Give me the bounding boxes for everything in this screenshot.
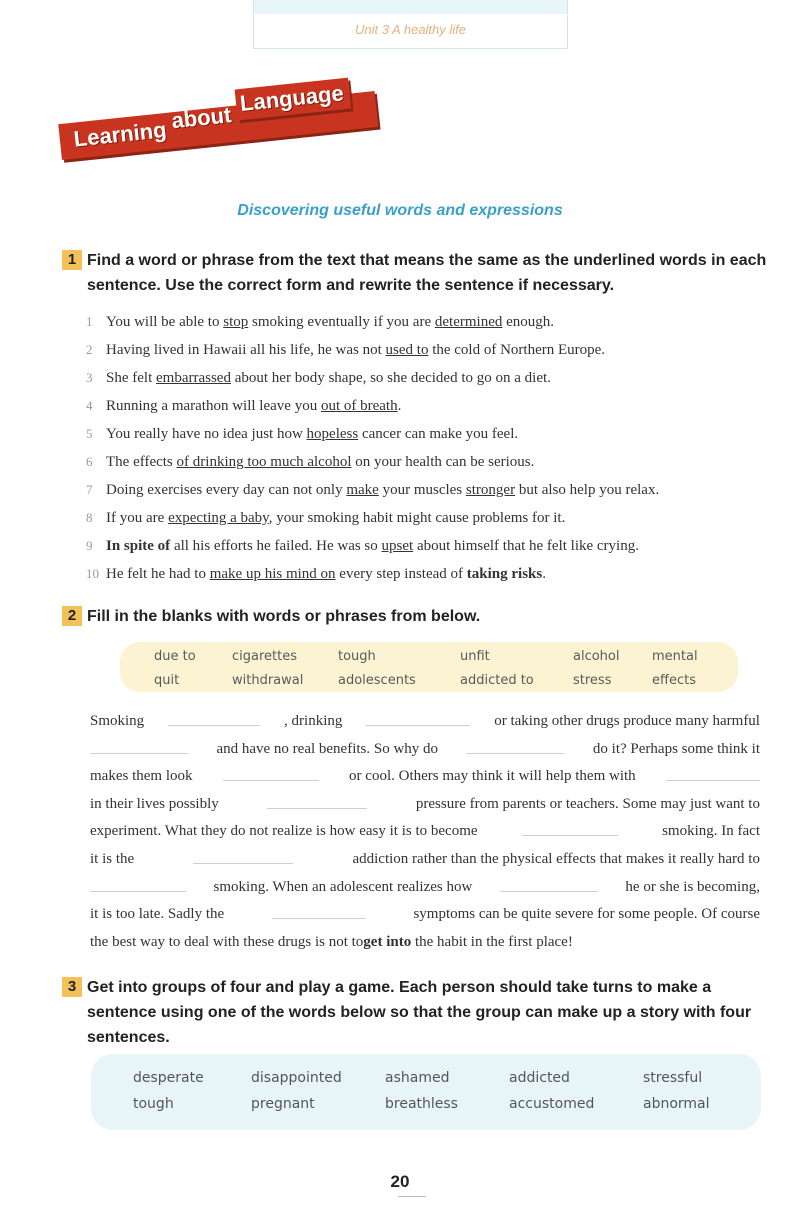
word-box-item: desperate — [133, 1070, 204, 1086]
task3-word-box — [91, 1054, 761, 1130]
blank-4[interactable] — [466, 736, 564, 754]
cloze-line: experiment. What they do not realize is how easy it is to become smoking. In fact — [90, 818, 760, 846]
banner-word-about: about — [170, 102, 233, 134]
sentence-3: 3 She felt embarrassed about her body shape, so she decided to go on a diet. — [86, 370, 551, 386]
blank-11[interactable] — [500, 874, 598, 892]
unit-title: Unit 3 A healthy life — [354, 22, 467, 37]
cloze-line: makes them look or cool. Others may think it will help them with — [90, 763, 760, 791]
banner-word-learning: Learning — [72, 117, 168, 152]
task3-instruction: Get into groups of four and play a game. Each person should take turns to make a sentence using one of the words below so that the group can make up a story with four sentences. — [87, 979, 752, 1046]
banner-word-language: Language — [235, 78, 352, 121]
word-box-item: withdrawal — [232, 673, 304, 688]
word-box-item: alcohol — [573, 649, 620, 664]
blank-2[interactable] — [366, 708, 470, 726]
task1-number-badge: 1 — [62, 250, 82, 270]
section-banner — [56, 71, 378, 160]
word-box-item: addicted to — [460, 673, 534, 688]
word-box-item: stressful — [643, 1070, 703, 1086]
word-box-item: breathless — [385, 1096, 458, 1112]
word-box-item: pregnant — [251, 1096, 315, 1112]
task1-heading — [62, 248, 772, 298]
sentence-5: 5 You really have no idea just how hopeless cancer can make you feel. — [86, 426, 519, 442]
cloze-line: in their lives possibly pressure from parents or teachers. Some may just want to — [90, 791, 760, 819]
word-box-item: addicted — [509, 1070, 570, 1086]
cloze-line: it is the addiction rather than the physical effects that makes it really hard to — [90, 846, 760, 874]
sentence-1: 1 You will be able to stop smoking eventually if you are determined enough. — [86, 314, 555, 330]
word-box-item: ashamed — [385, 1070, 450, 1086]
sentence-2: 2 Having lived in Hawaii all his life, he was not used to the cold of Northern Europe. — [86, 342, 606, 358]
word-box-item: due to — [154, 649, 196, 664]
cloze-line: the best way to deal with these drugs is not to get into the habit in the first place! — [90, 933, 573, 950]
word-box-item: stress — [573, 673, 612, 688]
blank-12[interactable] — [272, 901, 366, 919]
word-box-item: effects — [652, 673, 696, 688]
task2-heading — [62, 604, 772, 629]
word-box-item: abnormal — [643, 1096, 710, 1112]
task1-sentence-list — [86, 308, 776, 588]
word-box-item: tough — [338, 649, 376, 664]
word-box-item: disappointed — [251, 1070, 342, 1086]
blank-5[interactable] — [223, 763, 319, 781]
page-number: 20 — [390, 1172, 410, 1191]
unit-header-box — [253, 0, 568, 49]
word-box-item: mental — [652, 649, 698, 664]
cloze-line: it is too late. Sadly the symptoms can be quite severe for some people. Of course — [90, 901, 760, 929]
cloze-line: and have no real benefits. So why do do it? Perhaps some think it — [90, 736, 760, 764]
task2-cloze-passage — [90, 708, 760, 956]
blank-8[interactable] — [522, 818, 618, 836]
task2-word-box — [120, 642, 738, 692]
task1-instruction: Find a word or phrase from the text that means the same as the underlined words in each sentence. Use the correct form and rewrite the sentence if necessary. — [87, 252, 767, 294]
sentence-10: 10 He felt he had to make up his mind on every step instead of taking risks. — [86, 566, 546, 582]
sentence-9: 9 In spite of all his efforts he failed. He was so upset about himself that he felt like crying. — [86, 538, 639, 554]
task3-heading — [62, 975, 772, 1050]
word-box-item: quit — [154, 673, 180, 688]
blank-3[interactable] — [90, 736, 188, 754]
word-box-item: adolescents — [338, 673, 416, 688]
blank-6[interactable] — [666, 763, 760, 781]
cloze-line: Smoking , drinking or taking other drugs produce many harmful — [90, 708, 760, 736]
word-box-item: accustomed — [509, 1096, 595, 1112]
task3-number-badge: 3 — [62, 977, 82, 997]
sentence-8: 8 If you are expecting a baby, your smoking habit might cause problems for it. — [86, 510, 566, 526]
word-box-item: cigarettes — [232, 649, 297, 664]
blank-7[interactable] — [267, 791, 367, 809]
cloze-line: smoking. When an adolescent realizes how he or she is becoming, — [90, 874, 760, 902]
sentence-7: 7 Doing exercises every day can not only make your muscles stronger but also help you relax. — [86, 482, 660, 498]
task2-instruction: Fill in the blanks with words or phrases from below. — [87, 608, 481, 625]
blank-9[interactable] — [193, 846, 293, 864]
blank-10[interactable] — [90, 874, 186, 892]
word-box-item: tough — [133, 1096, 174, 1112]
sentence-4: 4 Running a marathon will leave you out of breath. — [86, 398, 402, 414]
page-number-rule — [398, 1196, 426, 1197]
subheading: Discovering useful words and expressions — [237, 202, 563, 219]
sentence-6: 6 The effects of drinking too much alcohol on your health can be serious. — [86, 454, 535, 470]
blank-1[interactable] — [168, 708, 260, 726]
task2-number-badge: 2 — [62, 606, 82, 626]
word-box-item: unfit — [460, 649, 490, 664]
